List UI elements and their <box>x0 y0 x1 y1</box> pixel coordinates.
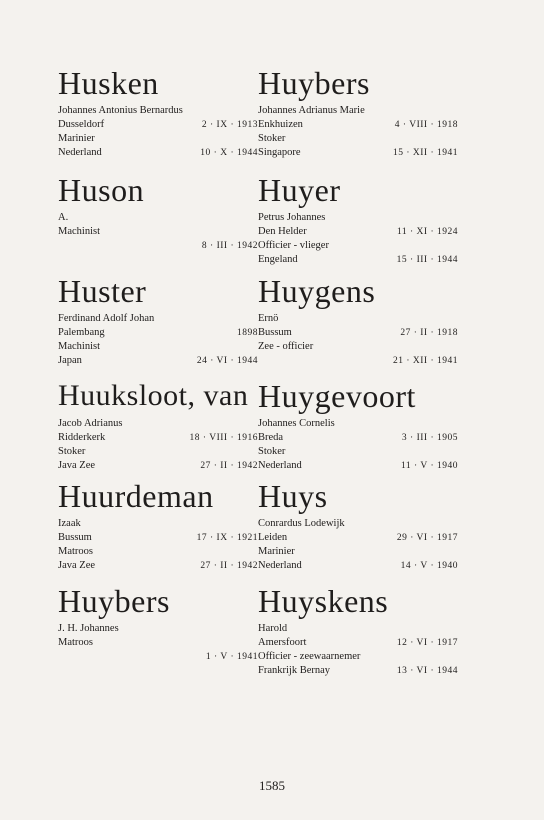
entry-text: Engeland <box>258 254 298 265</box>
entry-line <box>58 517 258 531</box>
entry-text: Palembang <box>58 327 105 338</box>
entry-date: 15 · XII · 1941 <box>392 148 458 158</box>
memorial-entry <box>258 274 458 368</box>
entry-line <box>58 146 258 160</box>
entry-line <box>258 459 458 473</box>
entry-line <box>258 326 458 340</box>
entry-line <box>58 531 258 545</box>
entry-text: Stoker <box>258 446 286 457</box>
entry-line <box>258 340 458 354</box>
entry-text: Marinier <box>258 546 295 557</box>
memorial-entry <box>58 479 258 573</box>
entry-line <box>258 664 458 678</box>
surname-heading: Huurdeman <box>58 478 214 514</box>
entry-line <box>258 417 458 431</box>
entry-text: Johannes Adrianus Marie <box>258 105 365 116</box>
entry-line <box>258 545 458 559</box>
surname-heading: Huyskens <box>258 583 389 619</box>
entry-text: Japan <box>58 355 82 366</box>
entry-text: Bussum <box>58 532 92 543</box>
entry-line <box>258 517 458 531</box>
entry-line <box>58 622 258 636</box>
surname-heading: Huuksloot, van <box>58 379 249 412</box>
entry-text: Johannes Antonius Bernardus <box>58 105 183 116</box>
entry-text: Nederland <box>258 460 302 471</box>
entry-line <box>58 225 258 239</box>
entry-text: Ferdinand Adolf Johan <box>58 313 155 324</box>
surname-heading: Huys <box>258 478 328 514</box>
memorial-entry <box>258 379 458 473</box>
entry-date: 15 · III · 1944 <box>396 255 458 265</box>
entry-text: Ridderkerk <box>58 432 106 443</box>
entry-text: Izaak <box>58 518 81 529</box>
entry-text: Matroos <box>58 546 93 557</box>
surname-heading: Huygevoort <box>258 378 416 414</box>
entry-text: Marinier <box>58 133 95 144</box>
entry-text: Zee - officier <box>258 341 314 352</box>
entry-date: 27 · II · 1918 <box>400 328 458 338</box>
entry-line <box>258 312 458 326</box>
entry-text: Nederland <box>58 147 102 158</box>
entry-date: 11 · XI · 1924 <box>397 227 458 237</box>
surname-heading: Huyer <box>258 172 341 208</box>
surname-heading: Huygens <box>258 273 376 309</box>
entry-text: Enkhuizen <box>258 119 303 130</box>
entry-text: Dusseldorf <box>58 119 105 130</box>
entry-line <box>58 417 258 431</box>
surname-heading: Huster <box>58 273 147 309</box>
entry-text: Machinist <box>58 341 100 352</box>
entry-text: Harold <box>258 623 288 634</box>
entry-line <box>258 253 458 267</box>
entry-date: 18 · VIII · 1916 <box>189 433 258 443</box>
entry-line <box>258 445 458 459</box>
entry-date: 27 · II · 1942 <box>200 461 258 471</box>
entry-text: Stoker <box>58 446 86 457</box>
entry-date: 14 · V · 1940 <box>400 561 458 571</box>
entry-line <box>58 104 258 118</box>
entry-date: 24 · VI · 1944 <box>196 356 258 366</box>
entry-line <box>258 531 458 545</box>
entry-text: Frankrijk Bernay <box>258 665 331 676</box>
entry-text: Java Zee <box>58 560 96 571</box>
entry-date: 11 · V · 1940 <box>401 461 458 471</box>
entry-date: 12 · VI · 1917 <box>396 638 458 648</box>
entry-date: 29 · VI · 1917 <box>396 533 458 543</box>
memorial-entry <box>58 274 258 368</box>
entry-date: 4 · VIII · 1918 <box>394 120 458 130</box>
entry-line <box>58 431 258 445</box>
memorial-entry <box>258 66 458 160</box>
memorial-entry <box>258 584 458 678</box>
surname-heading: Husken <box>58 65 159 101</box>
entry-text: Jacob Adrianus <box>58 418 123 429</box>
entry-date: 21 · XII · 1941 <box>392 356 458 366</box>
entry-line <box>258 636 458 650</box>
entry-line <box>258 559 458 573</box>
memorial-entry <box>58 173 258 253</box>
entry-text: J. H. Johannes <box>58 623 119 634</box>
entry-line <box>58 326 258 340</box>
entry-line <box>258 104 458 118</box>
entry-text: Officier - zeewaarnemer <box>258 651 361 662</box>
entry-line <box>58 354 258 368</box>
entry-line <box>258 132 458 146</box>
entry-text: Petrus Johannes <box>258 212 326 223</box>
entry-text: Officier - vlieger <box>258 240 329 251</box>
entry-line <box>258 650 458 664</box>
entry-text: Singapore <box>258 147 301 158</box>
entry-text: Ernö <box>258 313 279 324</box>
entry-line <box>58 559 258 573</box>
memorial-entry <box>258 173 458 267</box>
entry-line <box>258 239 458 253</box>
entry-date: 27 · II · 1942 <box>200 561 258 571</box>
entry-text: Amersfoort <box>258 637 307 648</box>
entry-line <box>258 354 458 368</box>
entry-line <box>258 211 458 225</box>
entry-line <box>58 459 258 473</box>
entry-line <box>258 622 458 636</box>
entry-text: Den Helder <box>258 226 307 237</box>
entry-line <box>58 545 258 559</box>
entry-text: Leiden <box>258 532 288 543</box>
entry-text: Matroos <box>58 637 93 648</box>
entry-date: 13 · VI · 1944 <box>396 666 458 676</box>
entry-text: A. <box>58 212 69 223</box>
entry-line <box>258 118 458 132</box>
entry-text: Bussum <box>258 327 292 338</box>
entry-line <box>258 431 458 445</box>
entry-text: Nederland <box>258 560 302 571</box>
memorial-entry <box>58 584 258 664</box>
entry-text: Machinist <box>58 226 100 237</box>
entry-line <box>58 211 258 225</box>
entry-text: Java Zee <box>58 460 96 471</box>
page-number: 1585 <box>259 778 285 793</box>
entry-line <box>258 225 458 239</box>
entry-date: 10 · X · 1944 <box>200 148 258 158</box>
entry-date: 2 · IX · 1913 <box>201 120 258 130</box>
surname-heading: Huybers <box>58 583 170 619</box>
memorial-entry <box>58 66 258 160</box>
entry-line <box>58 340 258 354</box>
entry-text: Conrardus Lodewijk <box>258 518 345 529</box>
entry-line <box>58 312 258 326</box>
entry-date: 1898 <box>237 328 258 338</box>
entry-text: Breda <box>258 432 284 443</box>
memorial-entry <box>258 479 458 573</box>
entry-line <box>58 636 258 650</box>
entry-line <box>58 650 258 664</box>
surname-heading: Huson <box>58 172 145 208</box>
entry-date: 3 · III · 1905 <box>401 433 458 443</box>
surname-heading: Huybers <box>258 65 370 101</box>
entry-text: Stoker <box>258 133 286 144</box>
entry-text: Johannes Cornelis <box>258 418 335 429</box>
entry-line <box>58 445 258 459</box>
entry-line <box>58 132 258 146</box>
entry-line <box>58 118 258 132</box>
entry-line <box>58 239 258 253</box>
entry-line <box>258 146 458 160</box>
entry-date: 17 · IX · 1921 <box>196 533 258 543</box>
memorial-entry <box>58 379 258 473</box>
entry-date: 8 · III · 1942 <box>201 241 258 251</box>
entry-date: 1 · V · 1941 <box>205 652 258 662</box>
